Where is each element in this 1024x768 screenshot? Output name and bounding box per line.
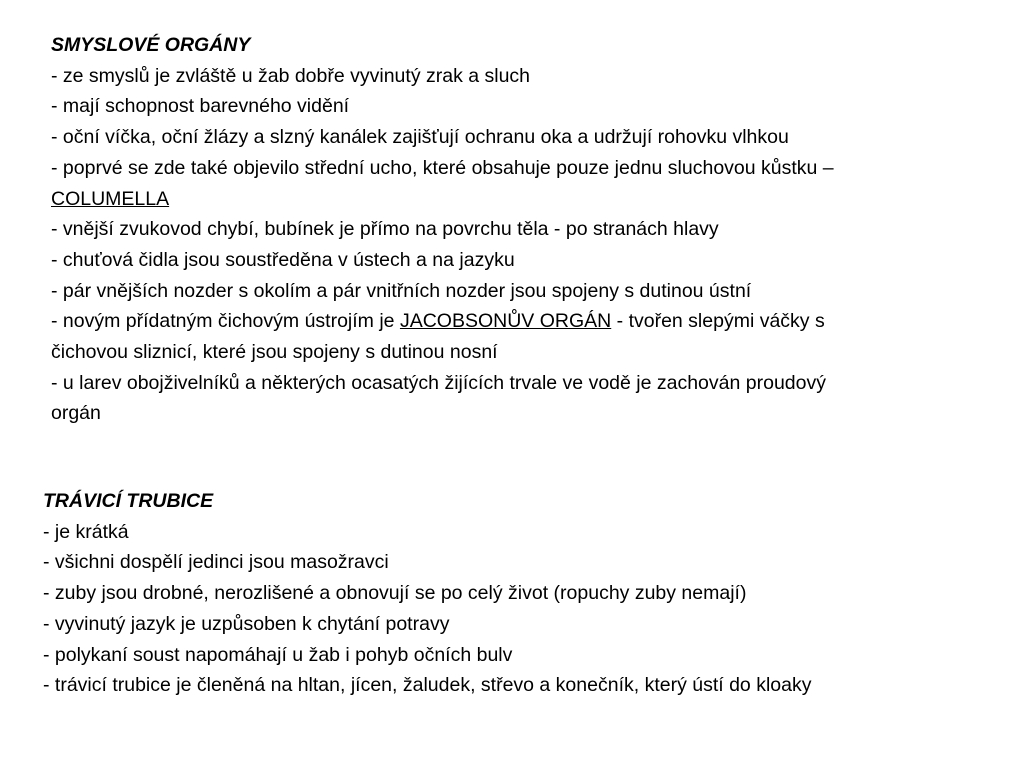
senses-line-7: - chuťová čidla jsou soustředěna v ústech a na jazyku <box>51 248 515 271</box>
digestive-heading: TRÁVICÍ TRUBICE <box>43 490 214 512</box>
senses-heading: SMYSLOVÉ ORGÁNY <box>51 34 251 56</box>
senses-line-9-pre: - novým přídatným čichovým ústrojím je <box>51 310 400 333</box>
senses-line-3: - oční víčka, oční žlázy a slzný kanálek zajišťují ochranu oka a udržují rohovku vlhkou <box>51 126 789 149</box>
digestive-line-3: - zuby jsou drobné, nerozlišené a obnovují se po celý život (ropuchy zuby nemají) <box>43 582 747 605</box>
senses-line-12: orgán <box>51 402 101 425</box>
senses-line-5 <box>51 184 1011 215</box>
senses-line-9-post: - tvořen slepými váčky s <box>611 310 825 333</box>
columella-term: COLUMELLA <box>51 187 170 210</box>
jacobson-organ-term: JACOBSONŮV ORGÁN <box>399 310 612 333</box>
digestive-line-6: - trávicí trubice je členěná na hltan, jícen, žaludek, střevo a konečník, který ústí do kloaky <box>43 674 812 697</box>
digestive-section <box>43 486 1003 701</box>
senses-section <box>51 30 1011 429</box>
digestive-line-1: - je krátká <box>43 520 129 543</box>
senses-line-11: - u larev obojživelníků a některých ocasatých žijících trvale ve vodě je zachován proudový <box>51 371 826 394</box>
digestive-line-4: - vyvinutý jazyk je uzpůsoben k chytání potravy <box>43 612 450 635</box>
senses-line-9 <box>51 306 1011 337</box>
senses-line-8: - pár vnějších nozder s okolím a pár vnitřních nozder jsou spojeny s dutinou ústní <box>51 279 752 302</box>
senses-line-10: čichovou sliznicí, které jsou spojeny s dutinou nosní <box>51 341 498 364</box>
senses-line-1: - ze smyslů je zvláště u žab dobře vyvinutý zrak a sluch <box>51 64 531 87</box>
digestive-line-5: - polykaní soust napomáhají u žab i pohyb očních bulv <box>43 643 513 666</box>
senses-line-4: - poprvé se zde také objevilo střední ucho, které obsahuje pouze jednu sluchovou kůstku – <box>51 156 834 179</box>
senses-line-6: - vnější zvukovod chybí, bubínek je přímo na povrchu těla - po stranách hlavy <box>51 218 719 241</box>
digestive-line-2: - všichni dospělí jedinci jsou masožravci <box>43 551 389 574</box>
senses-line-2: - mají schopnost barevného vidění <box>51 95 350 118</box>
